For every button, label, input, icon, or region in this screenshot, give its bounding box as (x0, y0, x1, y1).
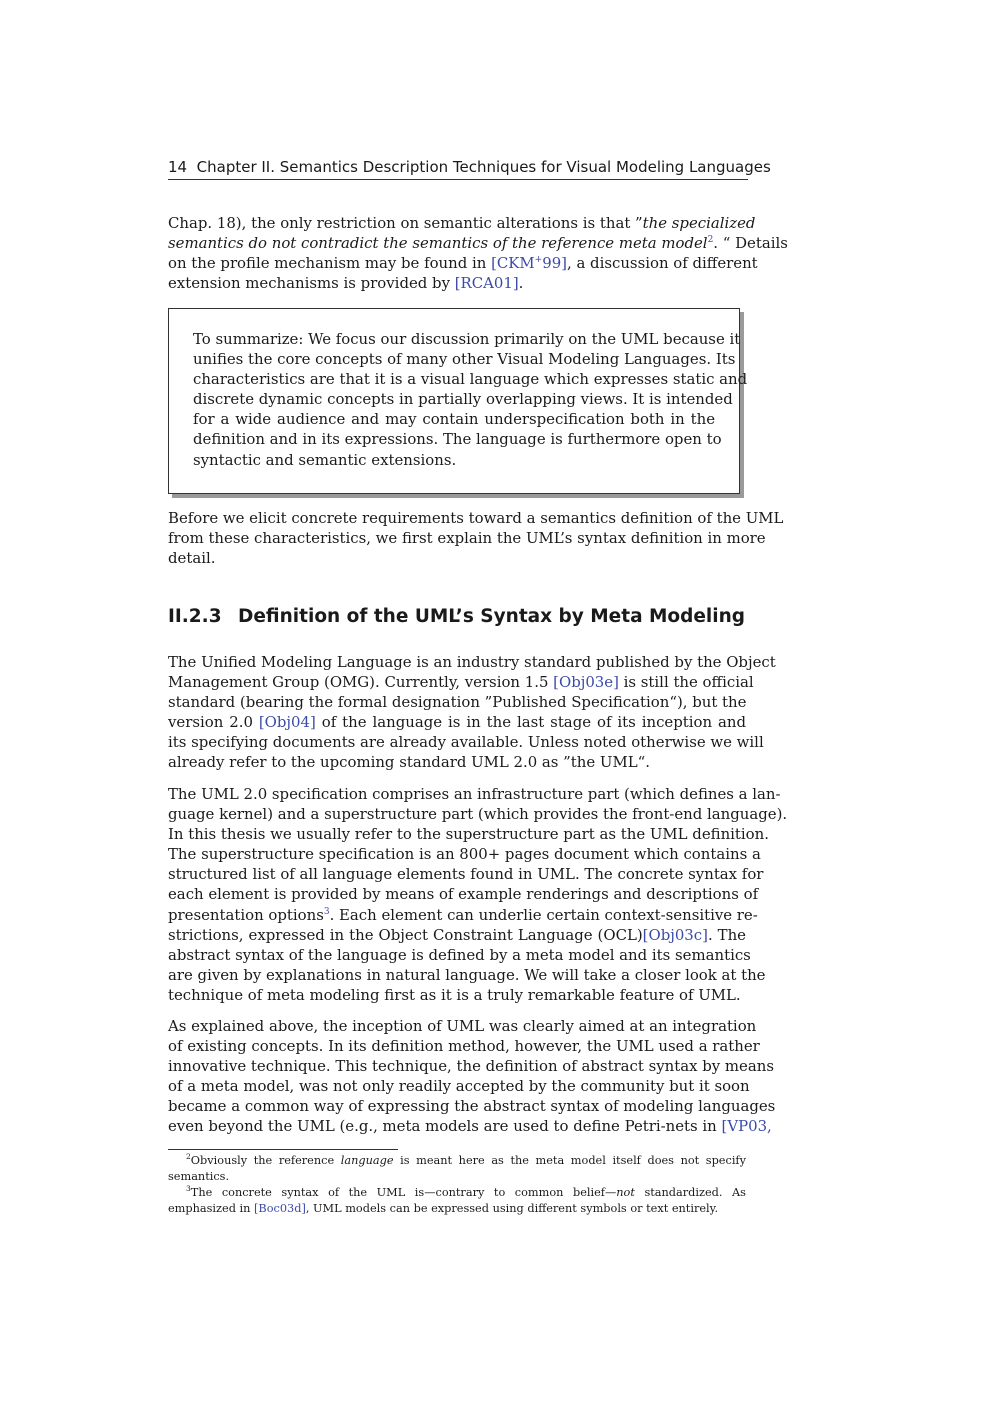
footnote-mark-3: 3 (186, 1184, 191, 1194)
text-line: Management Group (OMG). Currently, version 1.5 [Obj03e] is still the official (168, 673, 754, 692)
text-line: innovative technique. This technique, the definition of abstract syntax by means (168, 1057, 774, 1076)
citation-link-vp03[interactable]: [VP03, (721, 1117, 772, 1136)
text-line: became a common way of expressing the abstract syntax of modeling languages (168, 1097, 776, 1116)
text-line: semantics do not contradict the semantics of the reference meta model$^2$. “ Details (168, 234, 788, 253)
text-line: abstract syntax of the language is defined by a meta model and its semantics (168, 945, 751, 964)
paragraph-1 (168, 213, 788, 293)
text-line: on the profile mechanism may be found in [CKM+99], a discussion of different (168, 254, 758, 273)
citation-link-ckm99[interactable]: [CKM+99] (491, 254, 567, 273)
text-line: already refer to the upcoming standard UML 2.0 as ”the UML“. (168, 753, 650, 772)
footnote-rule (168, 1149, 398, 1150)
running-header (168, 156, 771, 180)
text-line: extension mechanisms is provided by [RCA01]. (168, 274, 524, 293)
summary-line: To summarize: We focus our discussion primarily on the UML because it (193, 330, 741, 348)
citation-link-boc03d[interactable]: [Boc03d] (254, 1202, 306, 1215)
text-line: The UML 2.0 specification comprises an infrastructure part (which defines a lan- (168, 785, 781, 803)
text-line: are given by explanations in natural language. We will take a closer look at the (168, 965, 766, 984)
footnote-2-line: semantics. (168, 1170, 230, 1183)
text-line: As explained above, the inception of UML was clearly aimed at an integration (168, 1017, 757, 1035)
footnotes (168, 1153, 746, 1217)
text-line: even beyond the UML (e.g., meta models are used to define Petri-nets in [VP03, (168, 1117, 772, 1136)
page-number: 14 (168, 158, 188, 176)
footnote-3-line: emphasized in [Boc03d], UML models can be expressed using different symbols or text entirely. (168, 1202, 719, 1215)
text-line: of a meta model, was not only readily accepted by the community but it soon (168, 1077, 750, 1096)
text-line: strictions, expressed in the Object Constraint Language (OCL)[Obj03c]. The (168, 925, 746, 944)
text-line: Before we elicit concrete requirements toward a semantics definition of the UML (168, 509, 784, 527)
summary-line: syntactic and semantic extensions. (193, 450, 457, 469)
text-line: its specifying documents are already available. Unless noted otherwise we will (168, 733, 764, 752)
section-number: II.2.3 (168, 606, 222, 627)
text-line: In this thesis we usually refer to the superstructure part as the UML definition. (168, 825, 769, 844)
section-heading (168, 604, 745, 630)
text-line: of existing concepts. In its definition method, however, the UML used a rather (168, 1037, 760, 1056)
text-line: version 2.0 [Obj04] of the language is in the last stage of its inception and (168, 713, 746, 732)
footnote-3-line: $^3$The concrete syntax of the UML is—contrary to common belief—not standardized. As (186, 1184, 746, 1199)
footnote-ref-2[interactable]: 2 (707, 235, 714, 246)
section-title: Definition of the UML’s Syntax by Meta Modeling (238, 606, 746, 627)
footnote-ref-3[interactable]: 3 (323, 906, 330, 917)
text-line: Chap. 18), the only restriction on semantic alterations is that ”the specialized (168, 214, 756, 232)
text-line: from these characteristics, we first explain the UML’s syntax definition in more (168, 529, 766, 548)
footnote-2-line: $^2$Obviously the reference language is meant here as the meta model itself does not specify (186, 1152, 746, 1167)
text-line: The Unified Modeling Language is an industry standard published by the Object (168, 653, 776, 671)
citation-link-obj03e[interactable]: [Obj03e] (553, 673, 619, 692)
text-line: The superstructure specification is an 800+ pages document which contains a (168, 845, 761, 864)
summary-line: definition and in its expressions. The language is furthermore open to (193, 430, 722, 449)
running-title: Chapter II. Semantics Description Techniques for Visual Modeling Languages (196, 158, 771, 176)
paragraph-4 (168, 784, 788, 1005)
summary-text (193, 329, 748, 470)
text-line: structured list of all language elements found in UML. The concrete syntax for (168, 865, 764, 884)
paragraph-2 (168, 508, 784, 568)
citation-link-rca01[interactable]: [RCA01] (454, 274, 519, 293)
text-line: technique of meta modeling first as it is a truly remarkable feature of UML. (168, 985, 741, 1004)
text-line: each element is provided by means of example renderings and descriptions of (168, 885, 759, 904)
text-line: guage kernel) and a superstructure part (which provides the front-end language). (168, 805, 788, 824)
text-line: presentation options$^3$. Each element can underlie certain context-sensitive re- (168, 905, 758, 924)
summary-line: characteristics are that it is a visual language which expresses static and (193, 370, 748, 389)
text-line: detail. (168, 549, 216, 568)
citation-link-obj04[interactable]: [Obj04] (258, 713, 316, 732)
citation-link-obj03c[interactable]: [Obj03c] (642, 925, 708, 944)
text-line: standard (bearing the formal designation ”Published Specification“), but the (168, 693, 747, 712)
summary-line: discrete dynamic concepts in partially overlapping views. It is intended (193, 390, 733, 409)
paragraph-5 (168, 1016, 776, 1137)
summary-line: for a wide audience and may contain underspecification both in the (193, 410, 715, 429)
summary-line: unifies the core concepts of many other Visual Modeling Languages. Its (193, 350, 736, 369)
footnote-mark-2: 2 (186, 1152, 191, 1162)
paragraph-3 (168, 652, 776, 773)
